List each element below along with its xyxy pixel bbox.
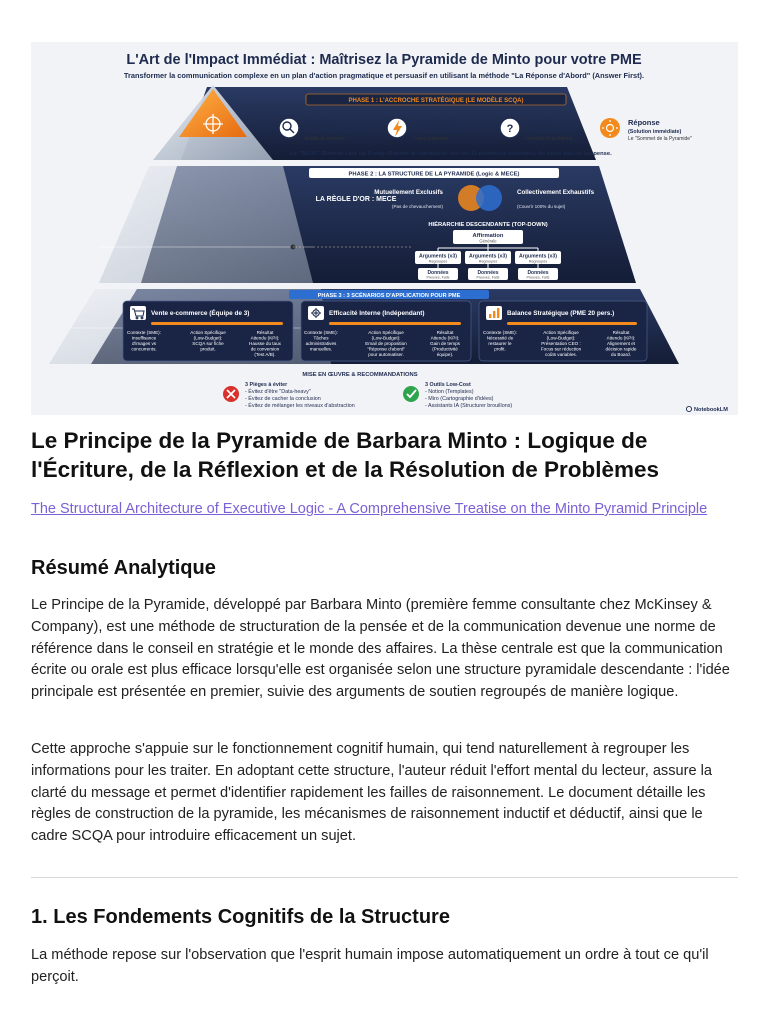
- tools-block: [403, 382, 512, 409]
- svg-text:Attendu (KPI):: Attendu (KPI):: [430, 335, 460, 341]
- svg-text:restaurer le: restaurer le: [488, 341, 512, 346]
- svg-text:Situation: Situation: [305, 118, 338, 127]
- svg-text:Arguments (x3): Arguments (x3): [468, 253, 508, 260]
- svg-text:(Le changement/défi): (Le changement/défi): [413, 129, 468, 135]
- svg-text:Générale: Générale: [479, 238, 497, 244]
- svg-text:Mutuellement Exclusifs: Mutuellement Exclusifs: [374, 189, 443, 196]
- svg-text:Hausse du taux: Hausse du taux: [249, 341, 281, 346]
- svg-text:administratives: administratives: [305, 341, 337, 346]
- svg-text:(Low-Budget):: (Low-Budget):: [546, 335, 576, 341]
- svg-text:(Test A/B).: (Test A/B).: [254, 352, 276, 357]
- svg-text:Arguments (x3): Arguments (x3): [518, 253, 558, 260]
- glass-pyramid-middle: [99, 166, 313, 283]
- infographic-subtitle: Transformer la communication complexe en un plan d'action pragmatique et persuasif en utilisant la méthode "La Réponse d'Abord" (Answer First).: [123, 71, 645, 80]
- article-title: Le Principe de la Pyramide de Barbara Minto : Logique de l'Écriture, de la Réflexion et de la Résolution de Problèmes: [31, 428, 660, 482]
- question-icon: ?: [506, 123, 514, 135]
- infographic-title: L'Art de l'Impact Immédiat : Maîtrisez la Pyramide de Minto pour votre PME: [126, 52, 642, 68]
- scqa-reponse: [600, 118, 692, 142]
- section-heading-1: 1. Les Fondements Cognitifs de la Structure: [31, 906, 450, 928]
- svg-text:Question: Question: [525, 118, 558, 127]
- svg-text:manuelles.: manuelles.: [309, 346, 333, 352]
- paragraph-3: La méthode repose sur l'observation que l'esprit humain impose automatiquement un ordre à tout ce qu'il perçoit.: [31, 947, 709, 985]
- svg-text:Le "Sommet de la Pyramide": Le "Sommet de la Pyramide": [628, 136, 692, 142]
- svg-text:Regroupés: Regroupés: [428, 259, 448, 264]
- svg-text:- Miro (Cartographie d'idées): - Miro (Cartographie d'idées): [425, 396, 494, 402]
- phase3-header: PHASE 3 : 3 SCÉNARIOS D'APPLICATION POUR PME: [317, 292, 461, 299]
- infographic-canvas: [31, 42, 738, 415]
- svg-text:Contexte (SME):: Contexte (SME):: [483, 330, 517, 335]
- svg-text:Gain de temps: Gain de temps: [430, 341, 460, 346]
- svg-text:Preuves, Faits: Preuves, Faits: [476, 275, 500, 280]
- svg-text:(Solution immédiate): (Solution immédiate): [628, 129, 682, 135]
- svg-text:Données: Données: [527, 270, 549, 276]
- svg-text:Vente e-commerce (Équipe de 3): Vente e-commerce (Équipe de 3): [151, 310, 250, 317]
- svg-text:Réponse: Réponse: [628, 118, 660, 127]
- svg-text:- Évitez de mélanger les nivea: - Évitez de mélanger les niveaux d'abstraction: [245, 403, 355, 409]
- svg-text:(Productivité: (Productivité: [432, 346, 458, 352]
- scenario-card-ecommerce: [123, 301, 293, 361]
- svg-text:(Vérité indiscutable): (Vérité indiscutable): [305, 129, 357, 135]
- svg-text:Arguments (x3): Arguments (x3): [418, 253, 458, 260]
- svg-text:Regroupés: Regroupés: [528, 259, 548, 264]
- svg-text:profit.: profit.: [494, 346, 506, 352]
- svg-text:Créer la tension: Créer la tension: [413, 136, 449, 142]
- paragraph-2: Cette approche s'appuie sur le fonctionnement cognitif humain, qui tend naturellement à regrouper les informations pour les traiter. En adoptant cette structure, l'auteur réduit l'effort mental du lecteur, assure la clarté du message et permet d'identifier rapidement les failles de raisonnement. Le document détaille les règles de construction de la pyramide, les mécanismes de raisonnement inductif et déductif, ainsi que le cadre SCQA pour introduire efficacement un sujet.: [31, 741, 713, 845]
- svg-text:Balance Stratégique (PME 20 pe: Balance Stratégique (PME 20 pers.): [507, 310, 615, 317]
- svg-text:pour automatiser.: pour automatiser.: [368, 352, 404, 357]
- brand-watermark: [686, 406, 728, 413]
- svg-text:d'images vs: d'images vs: [131, 341, 157, 346]
- svg-text:Focus sur réduction: Focus sur réduction: [540, 346, 582, 352]
- svg-text:Tâches: Tâches: [313, 335, 329, 341]
- svg-text:Résultat: Résultat: [436, 330, 454, 335]
- svg-text:SCQA sur fiche: SCQA sur fiche: [192, 341, 224, 346]
- svg-text:Collectivement Exhaustifs: Collectivement Exhaustifs: [517, 189, 595, 196]
- svg-text:Résultat: Résultat: [256, 330, 274, 335]
- svg-text:Nécessité de: Nécessité de: [486, 335, 514, 341]
- svg-text:équipe).: équipe).: [436, 352, 454, 357]
- mece-rule: LA RÈGLE D'OR : MECE: [315, 196, 397, 203]
- svg-text:Données: Données: [477, 270, 499, 276]
- svg-text:Contexte (SME):: Contexte (SME):: [127, 330, 161, 335]
- svg-text:Action Spécifique: Action Spécifique: [368, 330, 404, 335]
- hierarchy-header: HIÉRARCHIE DESCENDANTE (TOP-DOWN): [428, 222, 548, 228]
- svg-text:Données: Données: [427, 270, 449, 276]
- svg-text:Efficacité Interne (Indépendan: Efficacité Interne (Indépendant): [329, 310, 425, 317]
- svg-text:- Notion (Templates): - Notion (Templates): [425, 389, 474, 395]
- svg-text:Attendu (KPI):: Attendu (KPI):: [250, 335, 280, 341]
- svg-text:du Board.: du Board.: [611, 352, 631, 357]
- pitfalls-block: [223, 382, 355, 409]
- svg-text:produit.: produit.: [200, 346, 216, 352]
- svg-text:(Problème central): (Problème central): [525, 129, 573, 135]
- svg-text:3 Outils Low-Cost: 3 Outils Low-Cost: [425, 382, 471, 388]
- svg-text:Présentation CEO :: Présentation CEO :: [541, 341, 581, 346]
- svg-text:Affirmation: Affirmation: [472, 233, 504, 239]
- svg-text:NotebookLM: NotebookLM: [694, 407, 728, 413]
- svg-text:Action Spécifique: Action Spécifique: [190, 330, 226, 335]
- source-link[interactable]: The Structural Architecture of Executive Logic - A Comprehensive Treatise on the Minto Pyramid Principle: [31, 501, 708, 517]
- svg-text:Regroupés: Regroupés: [478, 259, 498, 264]
- svg-text:(Low-Budget):: (Low-Budget):: [193, 335, 223, 341]
- phase2-header: PHASE 2 : LA STRUCTURE DE LA PYRAMIDE (Logic & MECE): [348, 171, 520, 178]
- svg-text:de conversion: de conversion: [250, 346, 280, 352]
- svg-text:(Couvrir 100% du sujet): (Couvrir 100% du sujet): [517, 204, 566, 209]
- svg-text:(Pas de chevauchement): (Pas de chevauchement): [391, 204, 443, 209]
- phase1-header: PHASE 1 : L'ACCROCHE STRATÉGIQUE (LE MODÈLE SCQA): [348, 98, 524, 104]
- svg-text:Insuffisance: Insuffisance: [131, 335, 157, 341]
- svg-text:- Évitez d'être "Data-heavy": - Évitez d'être "Data-heavy": [245, 389, 311, 395]
- pyramid-infographic: [31, 42, 738, 415]
- svg-text:coûts variables.: coûts variables.: [545, 352, 577, 357]
- svg-text:Alignement et: Alignement et: [606, 341, 636, 346]
- svg-text:Attendu (KPI):: Attendu (KPI):: [606, 335, 636, 341]
- svg-text:Preuves, Faits: Preuves, Faits: [426, 275, 450, 280]
- recommendations-header: MISE EN ŒUVRE & RECOMMANDATIONS: [302, 372, 418, 378]
- svg-text:3 Pièges à éviter: 3 Pièges à éviter: [245, 382, 288, 388]
- svg-text:concurrents.: concurrents.: [131, 346, 157, 352]
- scenario-card-internal: [301, 301, 471, 361]
- svg-text:(Low-Budget):: (Low-Budget):: [371, 335, 401, 341]
- svg-text:"Réponse d'abord": "Réponse d'abord": [366, 346, 406, 352]
- section-divider: [31, 877, 738, 878]
- svg-text:- Évitez de cacher la conclusi: - Évitez de cacher la conclusion: [245, 396, 321, 402]
- svg-text:Établir le contexte: Établir le contexte: [305, 136, 345, 142]
- svg-text:Contexte (SME):: Contexte (SME):: [304, 330, 338, 335]
- svg-text:Preuves, Faits: Preuves, Faits: [526, 275, 550, 280]
- paragraph-1: Le Principe de la Pyramide, développé par Barbara Minto (première femme consultante chez McKinsey & Company), est une méthode de structuration de la pensée et de la communication devenue une norme de référence dans le conseil en stratégie et le monde des affaires. La thèse centrale est que la communication écrite ou orale est plus efficace lorsqu'elle est organisée selon une structure pyramidale descendante : l'idée principale est présentée en premier, suivie des arguments de soutien regroupés de manière logique.: [31, 597, 730, 701]
- svg-text:Complication: Complication: [413, 118, 461, 127]
- svg-text:- Assistants IA (Structurer br: - Assistants IA (Structurer brouillons): [425, 403, 513, 409]
- svg-text:Résultat: Résultat: [612, 330, 630, 335]
- scenario-card-strategic: [479, 301, 647, 361]
- section-heading-summary: Résumé Analytique: [31, 557, 216, 579]
- svg-text:décision rapide: décision rapide: [605, 346, 637, 352]
- svg-text:Action Spécifique: Action Spécifique: [543, 330, 579, 335]
- svg-text:Email de proposition: Email de proposition: [365, 341, 407, 346]
- bluf-note: Le "BLUF" (Bottom Line Up Front): Donnez la conclusion dès les 10 premières secondes. Ne créez pas de suspense.: [290, 151, 612, 157]
- svg-text:Formuler le problème: Formuler le problème: [525, 136, 573, 142]
